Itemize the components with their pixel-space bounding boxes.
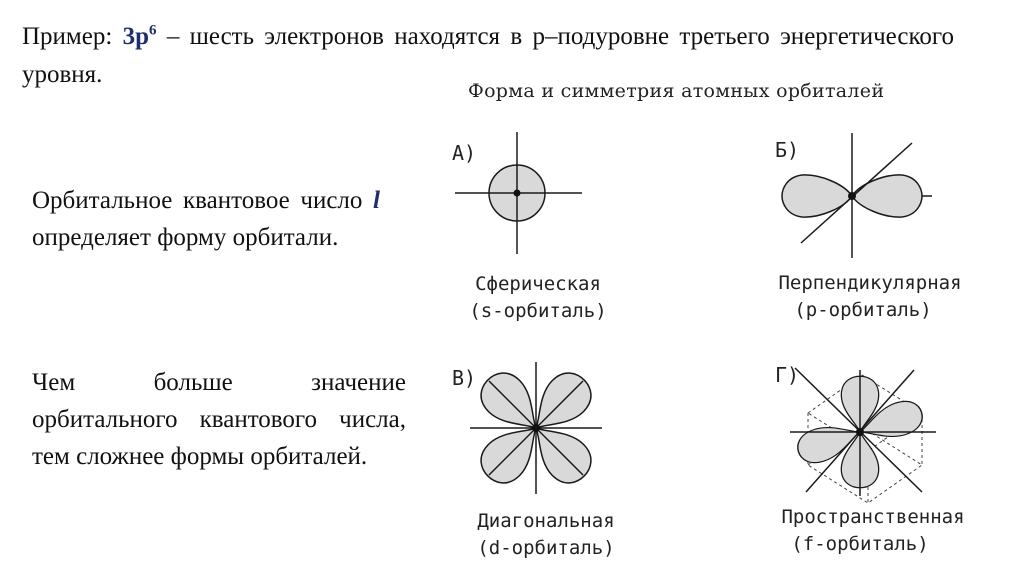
f-nucleus — [856, 428, 864, 436]
f-orbital-diagram — [775, 363, 965, 555]
intro-rest: – шесть электронов находятся в p–подуровне третьего энергетического уровня. — [22, 23, 955, 88]
paragraph1-after: определяет форму орбитали. — [32, 224, 339, 251]
d-orbital-diagram — [452, 362, 615, 559]
p-orbital-diagram — [775, 133, 962, 321]
s-nucleus — [514, 190, 521, 197]
figure-title: Форма и симметрия атомных орбиталей — [468, 80, 885, 102]
complexity-paragraph: Чем больше значение орбитального квантового числа, тем сложнее формы орбиталей. — [32, 369, 406, 470]
orbital-notation-base: 3p — [122, 23, 150, 50]
orbital-notation-exponent: 6 — [149, 22, 157, 39]
p-lobe-right — [852, 175, 922, 217]
panel-a-name: Сферическая — [475, 273, 601, 295]
panel-a-sub: (s-орбиталь) — [469, 300, 607, 322]
panel-b-sub: (p-орбиталь) — [794, 299, 932, 321]
panel-d-name: Пространственная — [781, 506, 965, 528]
p-nucleus — [848, 192, 856, 200]
panel-c-sub: (d-орбиталь) — [477, 537, 615, 559]
panel-c-letter: В) — [452, 366, 477, 390]
panel-d-sub: (f-орбиталь) — [791, 533, 929, 555]
p-lobe-left — [782, 175, 852, 217]
panel-a-letter: А) — [452, 141, 477, 165]
paragraph1-before: Орбитальное квантовое число — [32, 187, 374, 214]
panel-b-letter: Б) — [775, 138, 800, 162]
panel-c-name: Диагональная — [477, 510, 615, 532]
s-orbital-diagram — [452, 132, 607, 322]
quantum-number-symbol: l — [373, 187, 380, 214]
panel-d-letter: Г) — [775, 363, 800, 387]
d-nucleus — [532, 424, 540, 432]
intro-prefix: Пример: — [22, 23, 123, 50]
panel-b-name: Перпендикулярная — [778, 272, 962, 294]
